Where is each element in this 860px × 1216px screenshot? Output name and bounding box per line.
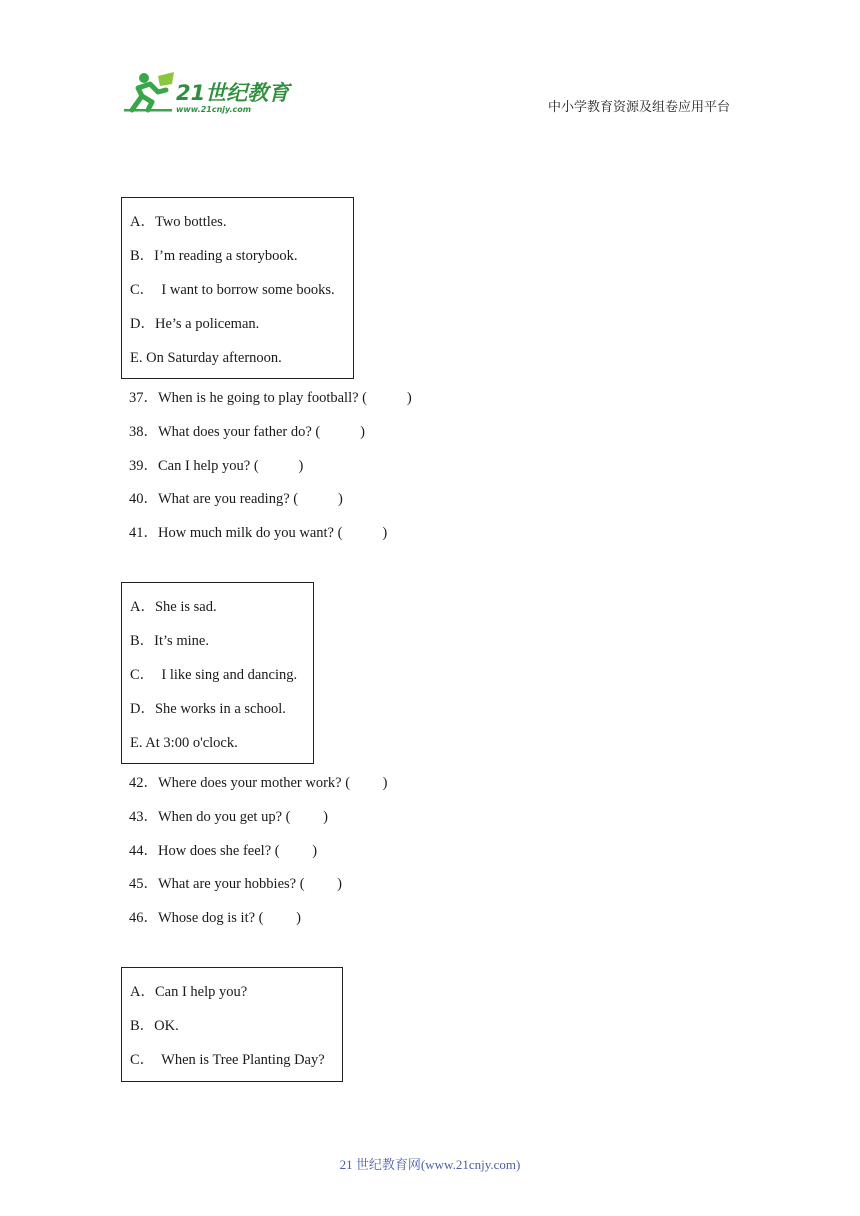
question-39: 39．Can I help you? ( )	[129, 458, 304, 474]
question-43: 43．When do you get up? ( )	[129, 809, 328, 825]
options-box-3	[121, 967, 343, 1082]
logo-text: 21世纪教育	[176, 81, 290, 105]
option-c: C． I want to borrow some books.	[130, 282, 335, 298]
option-b: B．I’m reading a storybook.	[130, 248, 298, 264]
option-a: A．Two bottles.	[130, 214, 227, 230]
option-b: B．OK.	[130, 1018, 179, 1034]
logo-runner-icon	[122, 70, 292, 116]
option-a: A．Can I help you?	[130, 984, 248, 1000]
option-b: B．It’s mine.	[130, 633, 209, 649]
option-e: E. On Saturday afternoon.	[130, 350, 282, 366]
option-d: D．He’s a policeman.	[130, 316, 260, 332]
question-41: 41．How much milk do you want? ( )	[129, 525, 388, 541]
option-d: D．She works in a school.	[130, 701, 286, 717]
option-c: C． When is Tree Planting Day?	[130, 1052, 325, 1068]
option-a: A．She is sad.	[130, 599, 217, 615]
options-box-2	[121, 582, 314, 764]
option-e: E. At 3:00 o'clock.	[130, 735, 238, 751]
question-46: 46．Whose dog is it? ( )	[129, 910, 301, 926]
question-37: 37．When is he going to play football? ( )	[129, 390, 412, 406]
question-44: 44．How does she feel? ( )	[129, 843, 318, 859]
page-footer: 21 世纪教育网(www.21cnjy.com)	[339, 1157, 521, 1172]
question-38: 38．What does your father do? ( )	[129, 424, 365, 440]
question-42: 42．Where does your mother work? ( )	[129, 775, 388, 791]
option-c: C． I like sing and dancing.	[130, 667, 298, 683]
platform-tagline: 中小学教育资源及组卷应用平台	[548, 100, 731, 115]
question-45: 45．What are your hobbies? ( )	[129, 876, 343, 892]
logo-url: www.21cnjy.com	[176, 105, 252, 114]
options-box-1	[121, 197, 354, 379]
question-40: 40．What are you reading? ( )	[129, 491, 343, 507]
site-logo	[122, 70, 292, 116]
